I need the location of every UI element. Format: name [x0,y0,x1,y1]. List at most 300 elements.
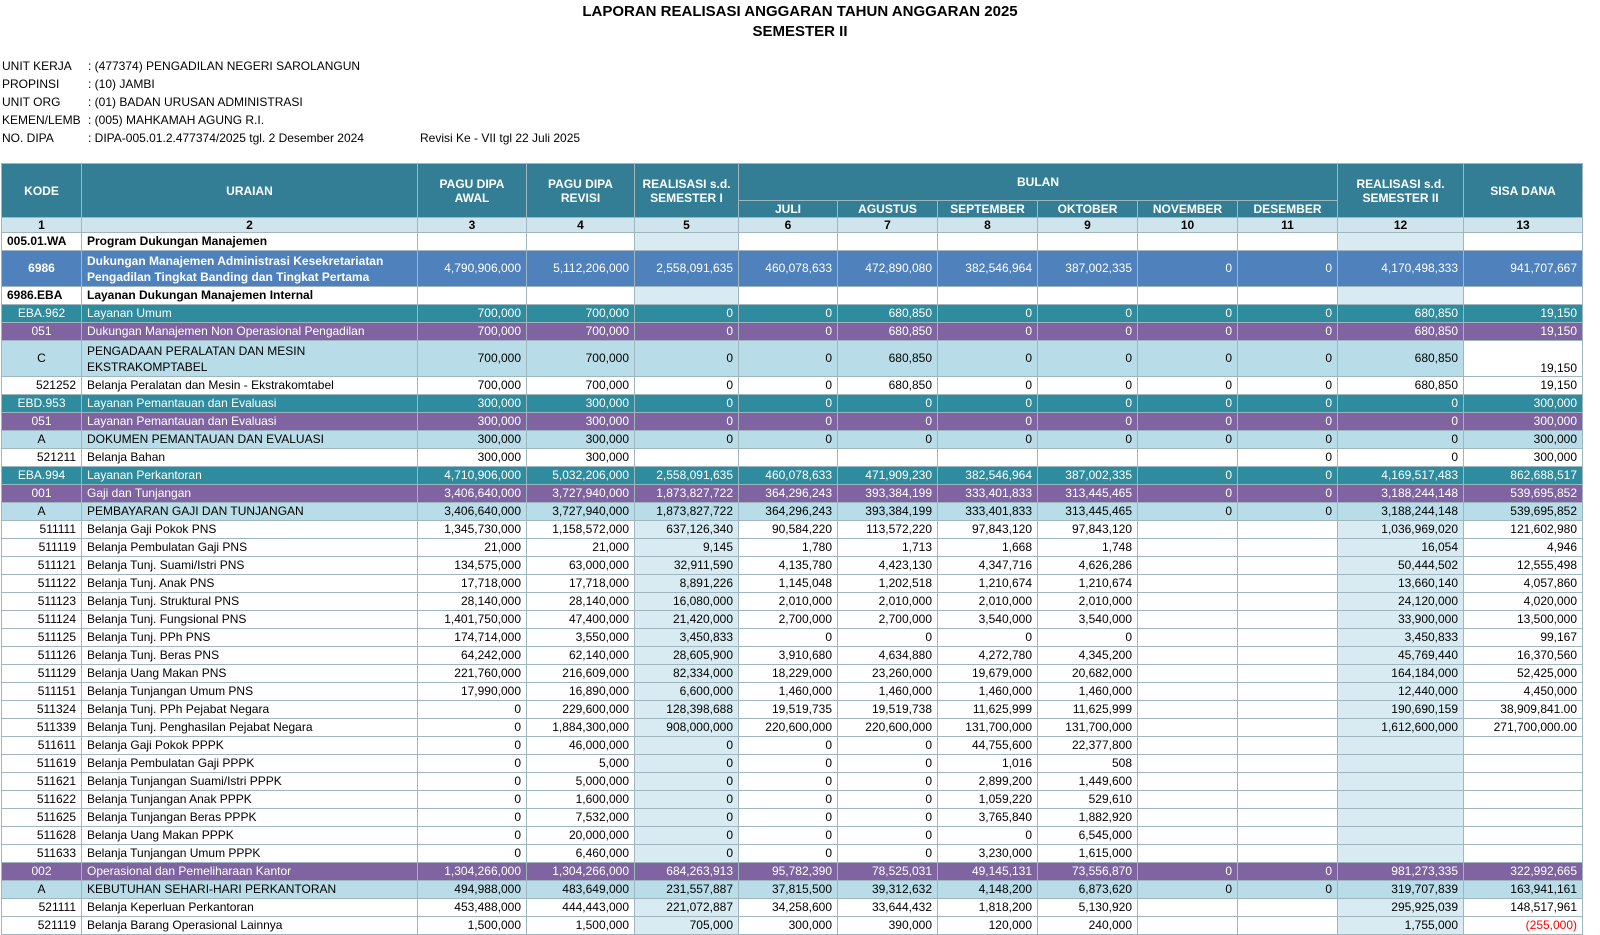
cell-value: 21,000 [527,539,635,557]
cell-value: 0 [938,413,1038,431]
cell-value: 50,444,502 [1338,557,1464,575]
table-row [2,845,1583,863]
cell-value [1238,575,1338,593]
table-header [2,164,1583,218]
cell-kode: A [2,431,82,449]
cell-value: 2,700,000 [838,611,938,629]
cell-value: 472,890,080 [838,251,938,287]
cell-value: 19,519,738 [838,701,938,719]
column-number-row [2,218,1583,233]
cell-value [1138,719,1238,737]
cell-uraian: Dukungan Manajemen Non Operasional Pengadilan [82,323,418,341]
cell-kode: EBD.953 [2,395,82,413]
table-row [2,701,1583,719]
cell-value [1138,773,1238,791]
cell-value [1238,647,1338,665]
cell-value: 17,718,000 [527,575,635,593]
cell-value: 0 [1038,323,1138,341]
cell-value: 0 [635,755,739,773]
col-number: 12 [1338,218,1464,233]
cell-value: 49,145,131 [938,863,1038,881]
cell-value: 3,765,840 [938,809,1038,827]
col-number: 1 [2,218,82,233]
cell-value: 483,649,000 [527,881,635,899]
cell-value: 0 [838,773,938,791]
cell-value: 0 [418,845,527,863]
cell-value: 0 [739,773,838,791]
cell-value: 0 [1138,881,1238,899]
cell-kode: 511611 [2,737,82,755]
cell-value: 471,909,230 [838,467,938,485]
cell-value [1138,809,1238,827]
table-row [2,647,1583,665]
cell-value: 28,140,000 [527,593,635,611]
cell-value: 3,727,940,000 [527,485,635,503]
cell-uraian: Belanja Tunj. PPh Pejabat Negara [82,701,418,719]
cell-uraian: Layanan Pemantauan dan Evaluasi [82,413,418,431]
cell-value: 700,000 [418,323,527,341]
cell-value [1138,611,1238,629]
cell-value: 0 [1138,503,1238,521]
cell-value: 1,748 [1038,539,1138,557]
cell-value: 6,600,000 [635,683,739,701]
cell-value: 680,850 [1338,341,1464,377]
cell-value: 128,398,688 [635,701,739,719]
cell-uraian: Belanja Tunjangan Beras PPPK [82,809,418,827]
cell-value: 0 [418,737,527,755]
cell-value [1238,917,1338,935]
cell-value [739,287,838,305]
cell-value: 9,145 [635,539,739,557]
table-row [2,755,1583,773]
col-number: 13 [1464,218,1583,233]
cell-value: 0 [938,431,1038,449]
info-row-propinsi [2,75,580,93]
cell-kode: A [2,503,82,521]
cell-value [1238,827,1338,845]
cell-value: 62,140,000 [527,647,635,665]
col-header-uraian: URAIAN [82,164,418,218]
info-row-unit-org [2,93,580,111]
table-row [2,557,1583,575]
cell-value [838,449,938,467]
cell-value: 0 [739,629,838,647]
cell-value: 0 [739,827,838,845]
cell-value [1138,755,1238,773]
cell-value: 3,540,000 [938,611,1038,629]
cell-value: 680,850 [838,341,938,377]
cell-value: 0 [739,341,838,377]
cell-value: 0 [418,791,527,809]
cell-value: 190,690,159 [1338,701,1464,719]
cell-value: 1,210,674 [1038,575,1138,593]
cell-value: 113,572,220 [838,521,938,539]
cell-value [1338,287,1464,305]
cell-value: 3,540,000 [1038,611,1138,629]
cell-value: 0 [938,395,1038,413]
col-number: 9 [1038,218,1138,233]
cell-value [1238,593,1338,611]
cell-uraian: Belanja Tunj. PPh PNS [82,629,418,647]
cell-value: 364,296,243 [739,485,838,503]
cell-value: 0 [938,827,1038,845]
cell-uraian: DOKUMEN PEMANTAUAN DAN EVALUASI [82,431,418,449]
cell-value [1138,647,1238,665]
cell-value: 680,850 [1338,305,1464,323]
cell-value [938,287,1038,305]
cell-kode: 521119 [2,917,82,935]
cell-value [1464,773,1583,791]
cell-value: 231,557,887 [635,881,739,899]
cell-value: 3,188,244,148 [1338,503,1464,521]
cell-value [1138,557,1238,575]
cell-value [1464,827,1583,845]
cell-value: 0 [838,845,938,863]
report-title-line2: SEMESTER II [752,23,848,40]
cell-value [739,233,838,251]
cell-value: 221,760,000 [418,665,527,683]
cell-value: 0 [635,809,739,827]
cell-value: 0 [635,791,739,809]
cell-value: 1,345,730,000 [418,521,527,539]
cell-value: 300,000 [739,917,838,935]
cell-value: 0 [1238,251,1338,287]
cell-value: 313,445,465 [1038,485,1138,503]
cell-value [1138,629,1238,647]
cell-value: 28,140,000 [418,593,527,611]
cell-value: 220,600,000 [838,719,938,737]
cell-uraian: Belanja Bahan [82,449,418,467]
cell-value: 0 [1038,431,1138,449]
cell-kode: 511339 [2,719,82,737]
table-row [2,323,1583,341]
cell-value [635,233,739,251]
cell-value: 700,000 [418,377,527,395]
cell-value: 1,460,000 [938,683,1038,701]
cell-value: 46,000,000 [527,737,635,755]
cell-value: 0 [739,395,838,413]
cell-value: 271,700,000.00 [1464,719,1583,737]
cell-value: 0 [1038,629,1138,647]
cell-value: 0 [739,323,838,341]
cell-value [1238,737,1338,755]
cell-value [1238,557,1338,575]
cell-value: 700,000 [418,305,527,323]
cell-value: 0 [739,845,838,863]
cell-value: 0 [418,701,527,719]
cell-value: 300,000 [1464,395,1583,413]
table-row [2,467,1583,485]
cell-value: 0 [1238,341,1338,377]
table-row [2,791,1583,809]
cell-uraian: Belanja Pembulatan Gaji PNS [82,539,418,557]
cell-value: 322,992,665 [1464,863,1583,881]
budget-table [1,163,1583,935]
cell-value: 387,002,335 [1038,467,1138,485]
cell-value: 637,126,340 [635,521,739,539]
cell-value: 16,370,560 [1464,647,1583,665]
col-header-september: SEPTEMBER [938,201,1038,218]
cell-value: 4,272,780 [938,647,1038,665]
cell-value: 4,057,860 [1464,575,1583,593]
cell-value: 0 [1238,881,1338,899]
col-header-realisasi-sem2: REALISASI s.d. SEMESTER II [1338,164,1464,218]
cell-value: 680,850 [838,305,938,323]
cell-uraian: Belanja Uang Makan PNS [82,665,418,683]
cell-value: 333,401,833 [938,503,1038,521]
cell-value: 382,546,964 [938,467,1038,485]
cell-kode: 511126 [2,647,82,665]
table-row [2,827,1583,845]
cell-value: 0 [418,827,527,845]
cell-value [1338,233,1464,251]
cell-value [1338,737,1464,755]
col-header-juli: JULI [739,201,838,218]
cell-value: 1,202,518 [838,575,938,593]
cell-kode: 511633 [2,845,82,863]
cell-value [1038,449,1138,467]
cell-value: 393,384,199 [838,503,938,521]
cell-value: 13,660,140 [1338,575,1464,593]
report-info [2,57,580,147]
cell-value [1338,809,1464,827]
cell-kode: 511621 [2,773,82,791]
cell-value [1138,449,1238,467]
cell-value: 0 [1238,323,1338,341]
cell-value: (255,000) [1464,917,1583,935]
cell-value: 300,000 [418,431,527,449]
cell-value [938,449,1038,467]
cell-value [1138,287,1238,305]
cell-value: 1,668 [938,539,1038,557]
cell-value: 0 [1038,413,1138,431]
cell-value: 1,158,572,000 [527,521,635,539]
cell-value: 1,873,827,722 [635,485,739,503]
cell-value [1338,773,1464,791]
cell-value [1138,575,1238,593]
col-header-pagu-awal: PAGU DIPA AWAL [418,164,527,218]
cell-value: 97,843,120 [938,521,1038,539]
cell-value: 97,843,120 [1038,521,1138,539]
col-header-realisasi-sem1: REALISASI s.d. SEMESTER I [635,164,739,218]
cell-value: 7,532,000 [527,809,635,827]
table-row [2,287,1583,305]
cell-kode: 511625 [2,809,82,827]
cell-value [1238,791,1338,809]
cell-uraian: KEBUTUHAN SEHARI-HARI PERKANTORAN [82,881,418,899]
info-value: : DIPA-005.01.2.477374/2025 tgl. 2 Desember 2024 [88,131,364,145]
cell-value: 64,242,000 [418,647,527,665]
cell-value: 2,010,000 [838,593,938,611]
cell-value: 0 [1238,503,1338,521]
cell-value: 240,000 [1038,917,1138,935]
cell-value: 539,695,852 [1464,503,1583,521]
table-row [2,737,1583,755]
cell-value: 862,688,517 [1464,467,1583,485]
cell-value: 3,450,833 [1338,629,1464,647]
cell-value: 216,609,000 [527,665,635,683]
cell-value: 4,148,200 [938,881,1038,899]
cell-kode: 511125 [2,629,82,647]
col-number: 10 [1138,218,1238,233]
cell-value: 680,850 [838,323,938,341]
cell-value: 700,000 [527,305,635,323]
cell-value: 460,078,633 [739,467,838,485]
cell-value: 529,610 [1038,791,1138,809]
cell-value: 0 [635,395,739,413]
cell-kode: 511628 [2,827,82,845]
cell-value: 0 [1138,377,1238,395]
table-row [2,395,1583,413]
cell-value: 6,545,000 [1038,827,1138,845]
cell-value: 18,229,000 [739,665,838,683]
cell-value: 134,575,000 [418,557,527,575]
info-row-kemen-lemb [2,111,580,129]
cell-value: 387,002,335 [1038,251,1138,287]
cell-value: 19,679,000 [938,665,1038,683]
cell-uraian: Belanja Uang Makan PPPK [82,827,418,845]
col-number: 2 [82,218,418,233]
cell-value [838,287,938,305]
cell-value: 0 [739,737,838,755]
cell-value: 4,347,716 [938,557,1038,575]
cell-value [1238,719,1338,737]
cell-value: 313,445,465 [1038,503,1138,521]
cell-value [1138,539,1238,557]
table-row [2,683,1583,701]
cell-value [1238,521,1338,539]
cell-value: 680,850 [1338,323,1464,341]
cell-value: 1,145,048 [739,575,838,593]
cell-value [1238,683,1338,701]
cell-value [1138,701,1238,719]
cell-value: 45,769,440 [1338,647,1464,665]
cell-value: 300,000 [527,395,635,413]
table-row [2,593,1583,611]
cell-value: 148,517,961 [1464,899,1583,917]
cell-value: 319,707,839 [1338,881,1464,899]
cell-value: 3,910,680 [739,647,838,665]
cell-value [1038,287,1138,305]
cell-uraian: Belanja Tunjangan Suami/Istri PPPK [82,773,418,791]
cell-kode: 511324 [2,701,82,719]
cell-value: 680,850 [838,377,938,395]
cell-value: 941,707,667 [1464,251,1583,287]
cell-value: 0 [1138,467,1238,485]
cell-kode: 521252 [2,377,82,395]
cell-value: 494,988,000 [418,881,527,899]
cell-value: 3,550,000 [527,629,635,647]
cell-value: 0 [1038,395,1138,413]
cell-value [635,287,739,305]
cell-value: 0 [739,431,838,449]
cell-value: 300,000 [1464,413,1583,431]
cell-value: 0 [1138,305,1238,323]
cell-kode: C [2,341,82,377]
cell-value: 364,296,243 [739,503,838,521]
col-number: 11 [1238,218,1338,233]
cell-value: 1,755,000 [1338,917,1464,935]
cell-kode: EBA.994 [2,467,82,485]
cell-value [1238,755,1338,773]
table-row [2,575,1583,593]
cell-uraian: Belanja Tunj. Beras PNS [82,647,418,665]
cell-uraian: Belanja Barang Operasional Lainnya [82,917,418,935]
cell-value: 4,626,286 [1038,557,1138,575]
table-row [2,377,1583,395]
cell-value [1464,755,1583,773]
cell-value: 390,000 [838,917,938,935]
table-row [2,485,1583,503]
cell-value [739,449,838,467]
cell-value [1238,665,1338,683]
cell-value [838,233,938,251]
cell-value: 1,500,000 [527,917,635,935]
cell-value: 20,682,000 [1038,665,1138,683]
table-row [2,521,1583,539]
table-row [2,251,1583,287]
revisi-note: Revisi Ke - VII tgl 22 Juli 2025 [420,131,581,145]
cell-uraian: PENGADAAN PERALATAN DAN MESIN EKSTRAKOMPTABEL [82,341,418,377]
cell-value [1138,665,1238,683]
table-row [2,341,1583,377]
table-row [2,305,1583,323]
cell-value: 1,449,600 [1038,773,1138,791]
cell-value: 33,644,432 [838,899,938,917]
cell-value: 0 [1138,431,1238,449]
cell-value: 44,755,600 [938,737,1038,755]
col-number: 4 [527,218,635,233]
col-number: 7 [838,218,938,233]
cell-value: 19,519,735 [739,701,838,719]
cell-value: 300,000 [1464,449,1583,467]
cell-value: 300,000 [527,449,635,467]
cell-value: 19,150 [1464,377,1583,395]
cell-kode: 6986 [2,251,82,287]
cell-value: 131,700,000 [1038,719,1138,737]
cell-value: 0 [1138,341,1238,377]
cell-value: 78,525,031 [838,863,938,881]
cell-uraian: Belanja Gaji Pokok PPPK [82,737,418,755]
cell-value: 164,184,000 [1338,665,1464,683]
cell-uraian: Belanja Peralatan dan Mesin - Ekstrakomtabel [82,377,418,395]
cell-value: 0 [938,629,1038,647]
cell-value: 684,263,913 [635,863,739,881]
cell-value: 0 [1138,251,1238,287]
cell-value: 38,909,841.00 [1464,701,1583,719]
cell-kode: 511122 [2,575,82,593]
info-label: PROPINSI [2,77,60,91]
info-row-unit-kerja [2,57,580,75]
cell-value: 0 [1338,395,1464,413]
cell-value: 0 [418,809,527,827]
report-title [0,2,1600,42]
cell-value: 0 [739,809,838,827]
info-value: : (01) BADAN URUSAN ADMINISTRASI [88,95,303,109]
cell-value [1138,845,1238,863]
cell-value: 63,000,000 [527,557,635,575]
cell-value: 5,032,206,000 [527,467,635,485]
cell-value [1464,287,1583,305]
cell-value: 700,000 [418,341,527,377]
cell-uraian: Belanja Tunjangan Umum PPPK [82,845,418,863]
col-header-desember: DESEMBER [1238,201,1338,218]
cell-value [1464,809,1583,827]
cell-value [418,287,527,305]
cell-value: 4,450,000 [1464,683,1583,701]
cell-value: 295,925,039 [1338,899,1464,917]
cell-value: 229,600,000 [527,701,635,719]
